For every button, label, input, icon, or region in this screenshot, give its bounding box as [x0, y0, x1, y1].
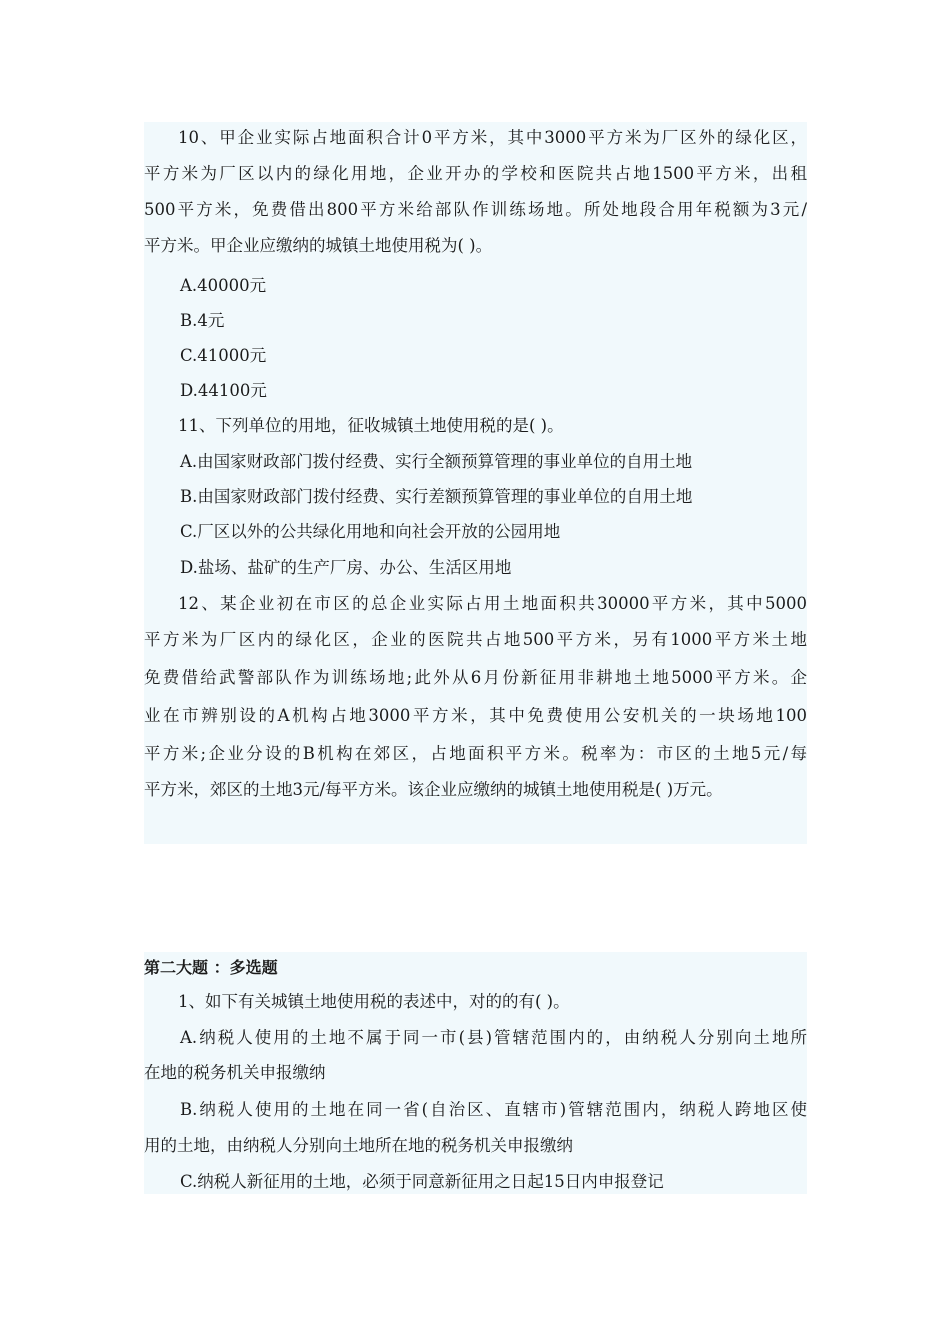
q10-line-2: 平方米为厂区以内的绿化用地，企业开办的学校和医院共占地1500平方米，出租: [144, 164, 807, 183]
q10-line-4: 平方米。甲企业应缴纳的城镇土地使用税为( )。: [144, 236, 493, 255]
mq1-option-b-line-2: 用的土地，由纳税人分别向土地所在地的税务机关申报缴纳: [144, 1136, 573, 1155]
q10-option-c: C.41000元: [180, 346, 267, 365]
q10-line-1: 10、甲企业实际占地面积合计0平方米，其中3000平方米为厂区外的绿化区，: [178, 128, 807, 147]
mq1-option-a-line-2: 在地的税务机关申报缴纳: [144, 1063, 326, 1082]
content-block-single-choice: [144, 122, 807, 844]
q11-option-d: D.盐场、盐矿的生产厂房、办公、生活区用地: [180, 558, 512, 577]
q11-option-a: A.由国家财政部门拨付经费、实行全额预算管理的事业单位的自用土地: [180, 452, 693, 471]
mq1-stem: 1、如下有关城镇土地使用税的表述中，对的的有( )。: [178, 992, 570, 1011]
content-block-multiple-choice: [144, 952, 807, 1194]
section-heading: 第二大题 ：多选题: [144, 958, 278, 977]
q11-stem: 11、下列单位的用地，征收城镇土地使用税的是( )。: [178, 416, 564, 435]
q12-line-4: 业在市辨别设的A机构占地3000平方米，其中免费使用公安机关的一块场地100: [144, 706, 807, 725]
q12-line-1: 12、某企业初在市区的总企业实际占用土地面积共30000平方米，其中5000: [178, 594, 807, 613]
mq1-option-a-line-1: A.纳税人使用的土地不属于同一市(县)管辖范围内的，由纳税人分别向土地所: [180, 1028, 807, 1047]
q10-line-3: 500平方米，免费借出800平方米给部队作训练场地。所处地段合用年税额为3元/: [144, 200, 807, 219]
q10-option-a: A.40000元: [180, 276, 267, 295]
q12-line-2: 平方米为厂区内的绿化区，企业的医院共占地500平方米，另有1000平方米土地: [144, 630, 807, 649]
q11-option-c: C.厂区以外的公共绿化用地和向社会开放的公园用地: [180, 522, 561, 541]
q12-line-6: 平方米，郊区的土地3元/每平方米。该企业应缴纳的城镇土地使用税是( )万元。: [144, 780, 723, 799]
mq1-option-c: C.纳税人新征用的土地，必须于同意新征用之日起15日内申报登记: [180, 1172, 664, 1191]
mq1-option-b-line-1: B.纳税人使用的土地在同一省(自治区、直辖市)管辖范围内，纳税人跨地区使: [180, 1100, 807, 1119]
q10-option-d: D.44100元: [180, 381, 267, 400]
q11-option-b: B.由国家财政部门拨付经费、实行差额预算管理的事业单位的自用土地: [180, 487, 693, 506]
q10-option-b: B.4元: [180, 311, 225, 330]
q12-line-3: 免费借给武警部队作为训练场地;此外从6月份新征用非耕地土地5000平方米。企: [144, 668, 807, 687]
q12-line-5: 平方米;企业分设的B机构在郊区，占地面积平方米。税率为：市区的土地5元/每: [144, 744, 807, 763]
